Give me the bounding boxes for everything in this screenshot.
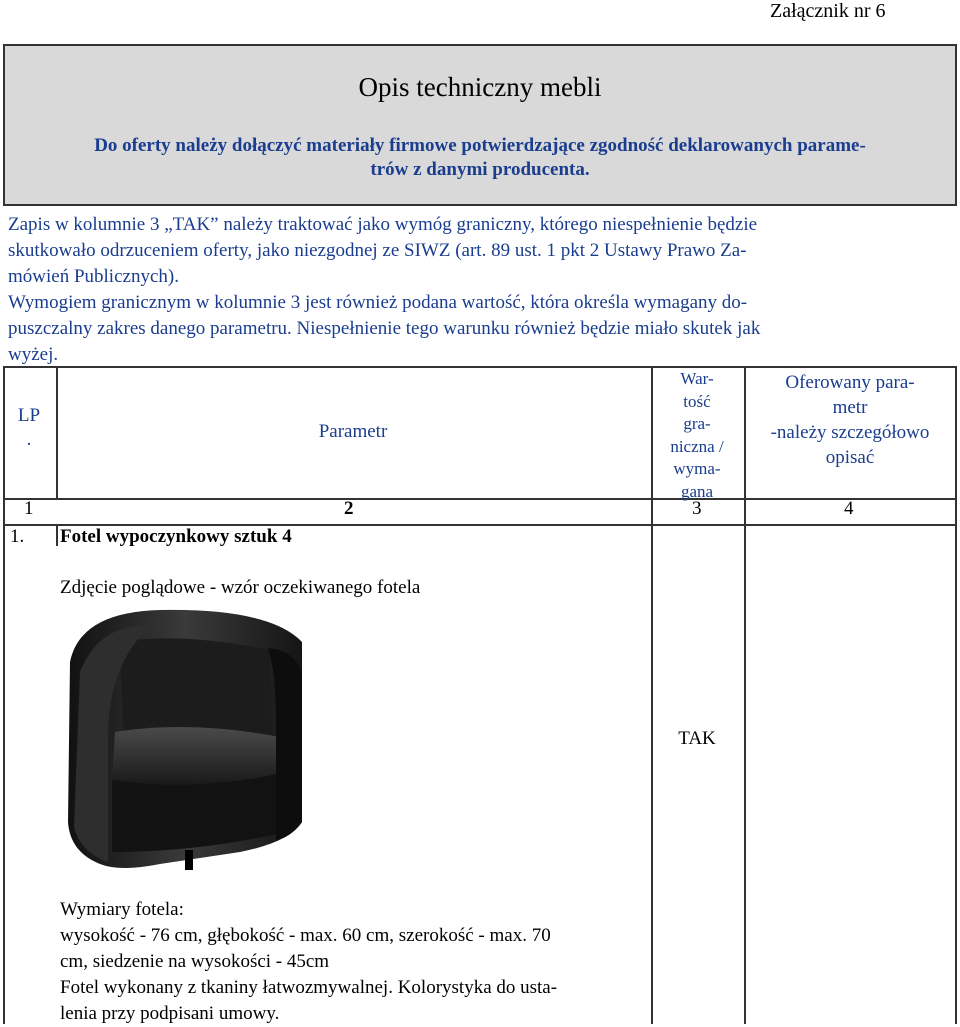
col-divider bbox=[56, 526, 58, 546]
header-lp-line: . bbox=[26, 429, 32, 450]
dimensions-line: Wymiary fotela: bbox=[60, 899, 184, 920]
row-divider bbox=[5, 498, 957, 500]
photo-caption: Zdjęcie poglądowe - wzór oczekiwanego fotela bbox=[60, 577, 421, 598]
paragraph-line: wyżej. bbox=[8, 344, 59, 365]
header-wartosc-line: tość bbox=[683, 391, 711, 411]
paragraph-border-value bbox=[8, 290, 952, 368]
header-oferowany-line: opisać bbox=[825, 447, 875, 468]
notice-text bbox=[20, 134, 940, 182]
col-number-3: 3 bbox=[692, 498, 702, 519]
header-wartosc-line: niczna / bbox=[670, 436, 724, 456]
dimensions-line: cm, siedzenie na wysokości - 45cm bbox=[60, 951, 330, 972]
col-number-1: 1 bbox=[24, 498, 34, 519]
dimensions-line: lenia przy podpisani umowy. bbox=[60, 1003, 280, 1024]
paragraph-line: skutkowało odrzuceniem oferty, jako niezgodnej ze SIWZ (art. 89 ust. 1 pkt 2 Ustawy Prawo Za- bbox=[8, 240, 747, 261]
header-oferowany-line: Oferowany para- bbox=[785, 372, 915, 393]
paragraph-line: Zapis w kolumnie 3 „TAK” należy traktować jako wymóg graniczny, którego niespełnienie będzie bbox=[8, 214, 758, 235]
header-wartosc-line: War- bbox=[680, 369, 714, 388]
annex-label: Załącznik nr 6 bbox=[770, 0, 886, 22]
notice-line: Do oferty należy dołączyć materiały firmowe potwierdzające zgodność deklarowanych parame- bbox=[94, 135, 866, 156]
header-wartosc-line: wyma- bbox=[673, 459, 721, 478]
paragraph-line: puszczalny zakres danego parametru. Niespełnienie tego warunku również będzie miało skutek jak bbox=[8, 318, 761, 339]
header-wartosc-line: gra- bbox=[683, 414, 711, 433]
dimensions-line: Fotel wykonany z tkaniny łatwozmywalnej. Kolorystyka do usta- bbox=[60, 977, 558, 998]
col-number-2: 2 bbox=[344, 498, 354, 519]
dimensions-line: wysokość - 76 cm, głębokość - max. 60 cm, szerokość - max. 70 bbox=[60, 925, 551, 946]
value-required: TAK bbox=[678, 728, 716, 749]
header-wartosc-line: gana bbox=[680, 481, 714, 501]
notice-line: trów z danymi producenta. bbox=[370, 159, 590, 180]
paragraph-border-condition bbox=[8, 212, 952, 290]
header-lp-line: LP bbox=[17, 405, 41, 426]
header-oferowany-line: -należy szczegółowo bbox=[770, 422, 930, 443]
dimensions-text bbox=[60, 897, 650, 1027]
paragraph-line: Wymogiem granicznym w kolumnie 3 jest również podana wartość, która określa wymagany do- bbox=[8, 292, 748, 313]
col-number-4: 4 bbox=[844, 498, 854, 519]
row-lp: 1. bbox=[10, 526, 25, 547]
header-oferowany bbox=[744, 370, 956, 470]
header-wartosc bbox=[651, 368, 743, 503]
header-parametr: Parametr bbox=[318, 421, 388, 442]
header-lp bbox=[5, 404, 53, 452]
header-oferowany-line: metr bbox=[832, 397, 868, 418]
row-title: Fotel wypoczynkowy sztuk 4 bbox=[60, 526, 292, 547]
paragraph-line: mówień Publicznych). bbox=[8, 266, 179, 287]
document-title: Opis technicznу mebli bbox=[358, 72, 602, 102]
armchair-image bbox=[40, 602, 340, 892]
